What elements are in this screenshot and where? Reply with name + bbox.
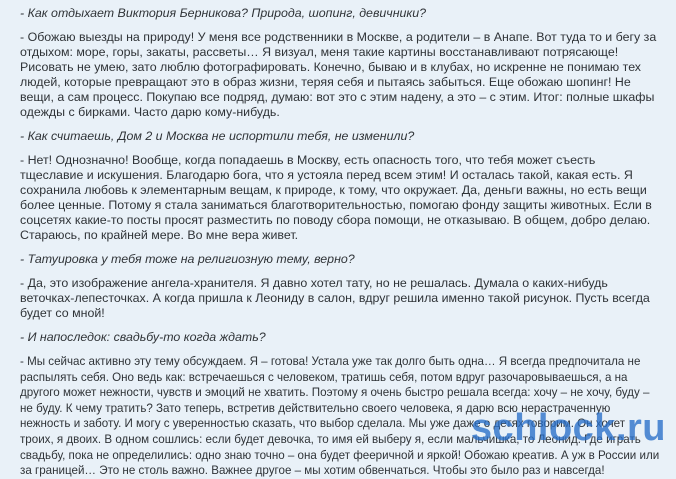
question-2: - Как считаешь, Дом 2 и Москва не испортили тебя, не изменили? [20,129,415,143]
question-4: - И напоследок: свадьбу-то когда ждать? [20,330,266,344]
answer-3: - Да, это изображение ангела-хранителя. Я давно хотел тату, но не решалась. Думала о каких-нибудь веточках-лепесточках. А когда пришла к Леониду в салон, вдруг решила именно такой рисунок. Пусть всегда будет со мной! [20,276,650,320]
answer-4: - Мы сейчас активно эту тему обсуждаем. Я – готова! Устала уже так долго быть одна… Я всегда предпочитала не распылять себя. Оно ведь как: встречаешься с человеком, тратишь себя, потом вдруг разочаровываешься, а на другого может нежности, чувств и эмоций не хватить. Поэтому я очень быстро решала всегда: хочу – не хочу, буду – не буду. К чему тратить? Зато теперь, встретив действительно своего человека, я дарю всю нерастраченную нежность и заботу. И могу с уверенностью сказать, что выбор сделала. Мы уже даже о детях говорим. Он хочет троих, я двоих. В одном сошлись: если будет девочка, то имя ей выберу я, если мальчишка, то Леонид. Где играть свадьбу, пока не определились: одно знаю точно – она будет фееричной и яркой! Обожаю креатив. А уж в России или за границей… Это не столь важно. Важнее другое – мы хотим обвенчаться. Чтобы это было раз и навсегда! [20,355,660,478]
answer-1: - Обожаю выезды на природу! У меня все родственники в Москве, а родители – в Анапе. Вот туда то и бегу за отдыхом: море, горы, закаты, рассветы… Я визуал, меня такие картины восстанавливают потрясающе! Рисовать не умею, зато люблю фотографировать. Конечно, бываю и в клубах, но искренне не понимаю тех людей, которые превращают это в образ жизни, теряя себя и пытаясь забыться. Еще обожаю шопинг! Не вещи, а сам процесс. Покупаю все подряд, думаю: вот это с этим надену, а это – с этим. Итог: полные шкафы одежды с бирками. Часто дарю кому-нибудь. [20,30,657,119]
answer-2: - Нет! Однозначно! Вообще, когда попадаешь в Москву, есть опасность того, что тебя может съесть тщеславие и искушения. Благодарю бога, что я устояла перед всем этим! И осталась такой, какая есть. Я сохранила любовь к элементарным вещам, к природе, к тому, что окружает. Да, деньги важны, но есть вещи более ценные. Потому я стала заниматься благотворительностью, помогаю фонду защиты животных. Если в соцсетях какие-то посты просят разместить по поводу сбора помощи, не отказываю. В общем, добро делаю. Стараюсь, по крайней мере. Во мне вера живет. [20,153,652,242]
question-3: - Татуировка у тебя тоже на религиозную тему, верно? [20,252,355,266]
question-1: - Как отдыхает Виктория Берникова? Природа, шопинг, девичники? [20,6,427,20]
watermark-logo: schlock.ru [470,407,666,449]
